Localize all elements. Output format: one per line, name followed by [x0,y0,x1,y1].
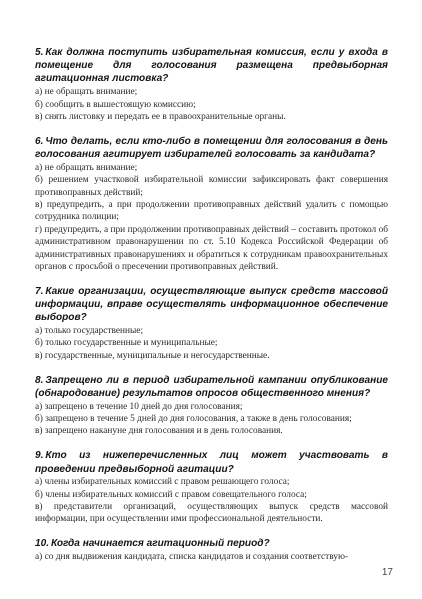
question-title [35,285,388,325]
answer-option: в) предупредить, а при продолжении противоправных действий удалить с помощью сотрудника полиции; [35,199,388,223]
question-6 [35,135,388,274]
page-number: 17 [381,567,393,578]
answer-option: г) предупредить, а при продолжении противоправных действий – составить протокол об административном правонарушении по ст. 5.10 Кодекса Российской Федерации об административных правонарушениях и обратиться к сотрудникам правоохранительных органов с просьбой о пресечении противоправных действий. [35,224,388,272]
question-text: Что делать, если кто-либо в помещении для голосования в день голосования агитирует избирателей голосовать за кандидата? [35,135,388,161]
answer-option: в) снять листовку и передать ее в правоохранительные органы. [35,111,286,122]
question-text: Кто из нижеперечисленных лиц может участвовать в проведении предвыборной агитации? [35,450,388,475]
question-title [35,46,388,86]
answer-option: б) члены избирательных комиссий с правом совещательного голоса; [35,489,307,500]
question-number: 7. [35,285,44,297]
question-title [35,135,388,161]
question-text: Когда начинается агитационный период? [51,538,270,550]
answer-option: а) члены избирательных комиссий с правом решающего голоса; [35,477,290,488]
answer-option: а) со дня выдвижения кандидата, списка кандидатов и создания соответствую- [35,552,349,563]
question-title [35,537,388,550]
answer-option: а) не обращать внимание; [35,162,138,173]
answer-option: б) только государственные и муниципальные; [35,338,218,349]
question-7 [35,285,388,362]
answer-option: б) решением участковой избирательной комиссии зафиксировать факт совершения противоправных действий; [35,175,388,198]
question-number: 9. [35,450,44,462]
answer-option: б) сообщить в вышестоящую комиссию; [35,99,196,110]
answer-option: в) представители организаций, осуществляющих выпуск средств массовой информации, при осуществлении ими профессиональной деятельности. [35,502,388,525]
question-10 [35,537,388,563]
answer-option: а) только государственные; [35,326,144,336]
question-text: Какие организации, осуществляющие выпуск средств массовой информации, вправе осуществлять информационное обеспечение выборов? [35,285,388,324]
page-content [35,46,388,575]
question-8 [35,374,388,438]
question-number: 6. [35,135,44,147]
question-9 [35,449,388,526]
question-text: Запрещено ли в период избирательной кампании опубликование (обнародование) результатов опросов общественного мнения? [35,374,388,399]
question-text: Как должна поступить избирательная комиссия, если у входа в помещение для голосования размещена предвыборная агитационная листовка? [35,47,388,85]
answer-option: в) государственные, муниципальные и негосударственные. [35,350,270,361]
answer-option: а) не обращать внимание; [35,87,138,98]
question-number: 8. [35,374,44,386]
answer-option: в) запрещено накануне дня голосования и в день голосования. [35,426,283,437]
question-5 [35,46,388,123]
question-title [35,374,388,400]
question-number: 10. [35,538,50,550]
answer-option: а) запрещено в течение 10 дней до дня голосования; [35,401,243,412]
answer-option: б) запрещено в течение 5 дней до дня голосования, а также в день голосования; [35,414,352,425]
question-title [35,449,388,475]
question-number: 5. [35,47,44,58]
